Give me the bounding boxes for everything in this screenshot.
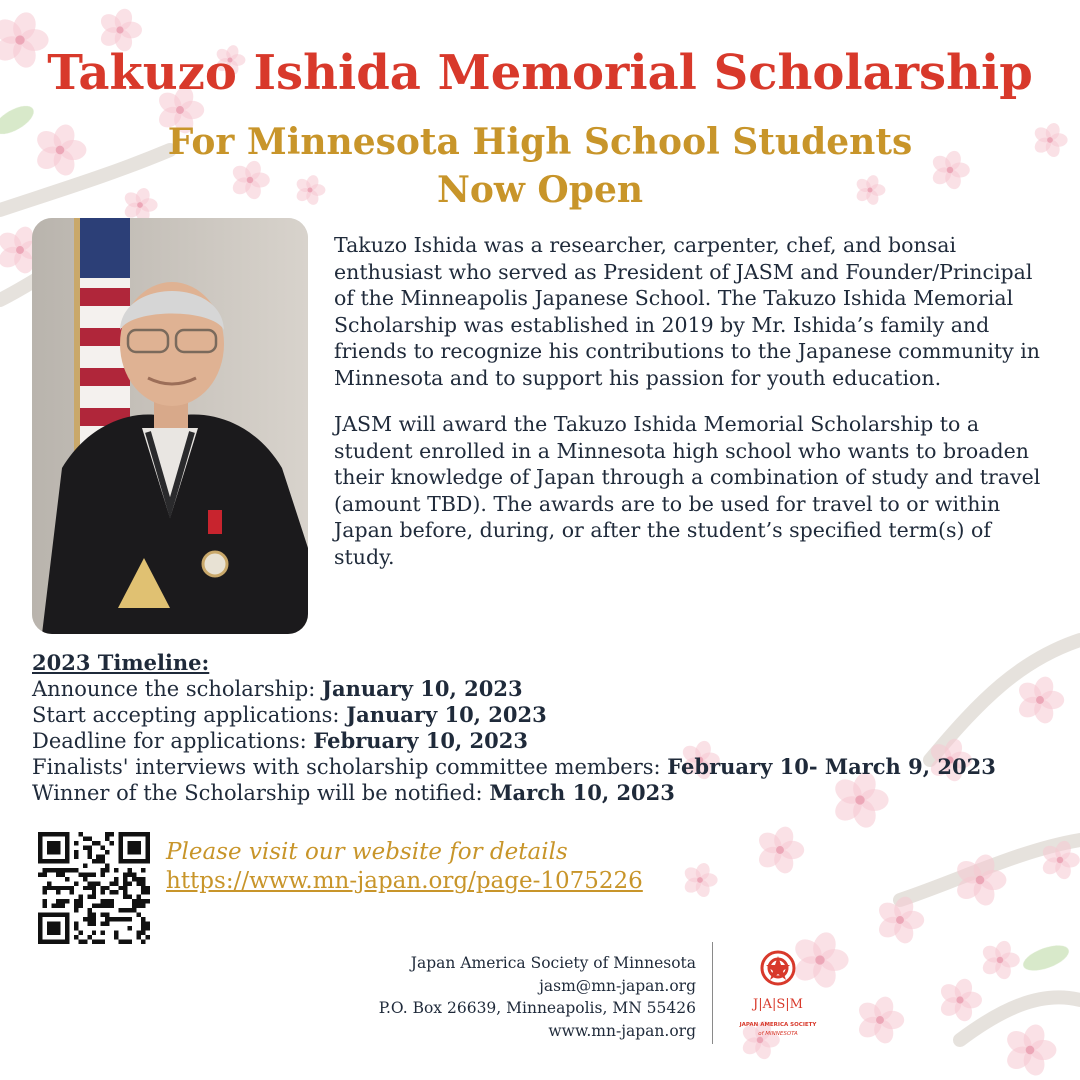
logo-line-1: JAPAN AMERICA SOCIETY xyxy=(739,1022,817,1028)
logo-line-2: of MINNESOTA xyxy=(758,1031,798,1037)
page-subtitle xyxy=(0,118,1080,214)
contact-address: P.O. Box 26639, Minneapolis, MN 55426 xyxy=(378,999,696,1017)
timeline-heading: 2023 Timeline: xyxy=(32,650,210,675)
timeline-label: Start accepting applications: xyxy=(32,703,347,727)
contact-org: Japan America Society of Minnesota xyxy=(410,954,696,972)
contact-block xyxy=(300,952,696,1042)
timeline-item xyxy=(32,676,1072,702)
timeline-section xyxy=(32,650,1072,806)
qr-code-icon[interactable] xyxy=(38,832,150,944)
timeline-item xyxy=(32,702,1072,728)
contact-divider xyxy=(712,942,713,1044)
timeline-item xyxy=(32,780,1072,806)
timeline-item xyxy=(32,728,1072,754)
timeline-date: January 10, 2023 xyxy=(322,676,523,701)
timeline-label: Finalists' interviews with scholarship committee members: xyxy=(32,755,668,779)
logo-letters: J|A|S|M xyxy=(753,997,803,1012)
bio-text xyxy=(334,232,1054,590)
website-link[interactable]: https://www.mn-japan.org/page-1075226 xyxy=(166,868,643,894)
subtitle-line-2: Now Open xyxy=(436,169,644,211)
bio-paragraph-1: Takuzo Ishida was a researcher, carpenter, chef, and bonsai enthusiast who served as President of JASM and Founder/Principal of the Minneapolis Japanese School. The Takuzo Ishida Memorial Scholarship was established in 2019 by Mr. Ishida’s family and friends to recognize his contributions to the Japanese community in Minnesota and to support his passion for youth education. xyxy=(334,233,1040,390)
portrait-photo xyxy=(32,218,308,634)
contact-email[interactable]: jasm@mn-japan.org xyxy=(539,976,696,995)
subtitle-line-1: For Minnesota High School Students xyxy=(167,121,913,163)
timeline-label: Deadline for applications: xyxy=(32,729,314,753)
website-prompt: Please visit our website for details xyxy=(166,839,568,865)
contact-web[interactable]: www.mn-japan.org xyxy=(548,1021,696,1040)
timeline-item xyxy=(32,754,1072,780)
timeline-date: January 10, 2023 xyxy=(346,702,547,727)
portrait-illustration xyxy=(32,218,308,634)
timeline-date: February 10, 2023 xyxy=(313,728,529,753)
timeline-label: Announce the scholarship: xyxy=(32,677,323,701)
jasm-logo-icon xyxy=(728,946,828,1042)
timeline-label: Winner of the Scholarship will be notified: xyxy=(32,781,490,805)
bio-paragraph-2: JASM will award the Takuzo Ishida Memorial Scholarship to a student enrolled in a Minnesota high school who wants to broaden their knowledge of Japan through a combination of study and travel (amount TBD). The awards are to be used for travel to or within Japan before, during, or after the student’s specified term(s) of study. xyxy=(334,412,1041,569)
timeline-date: February 10- March 9, 2023 xyxy=(667,754,996,779)
timeline-date: March 10, 2023 xyxy=(489,780,675,805)
page-title: Takuzo Ishida Memorial Scholarship xyxy=(47,45,1033,101)
website-callout xyxy=(166,838,643,896)
